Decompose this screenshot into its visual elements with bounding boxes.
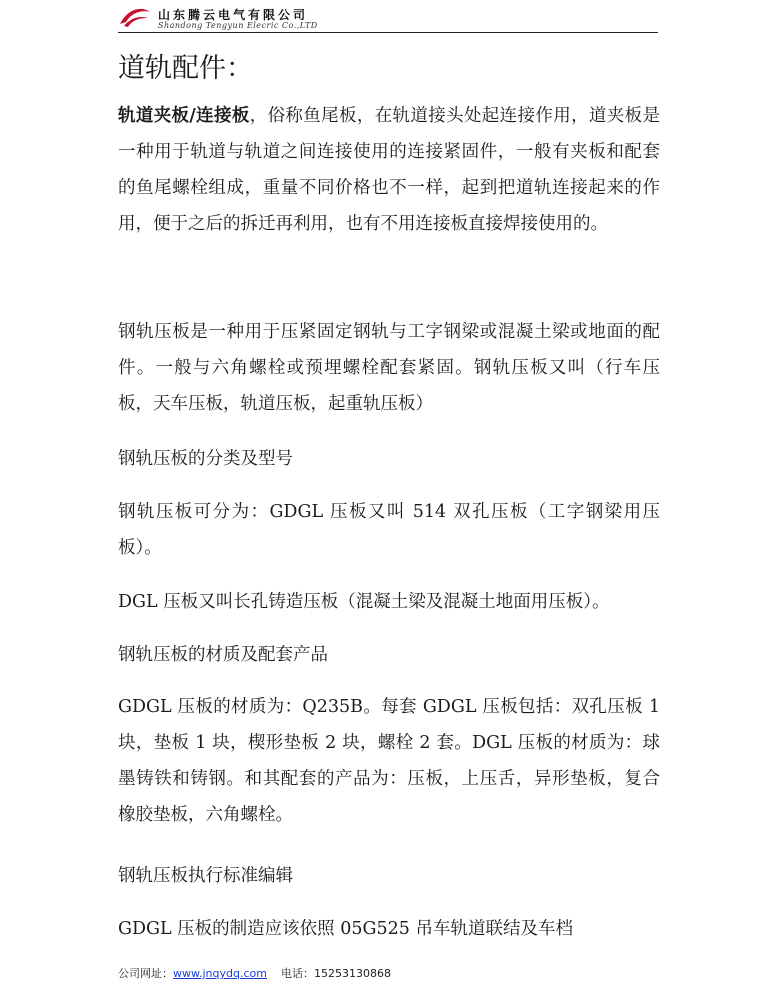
page-header [118, 4, 658, 32]
paragraph-text: ，俗称鱼尾板，在轨道接头处起连接作用，道夹板是一种用于轨道与轨道之间连接使用的连接紧固件，一般有夹板和配套的鱼尾螺栓组成，重量不同价格也不一样，起到把道轨连接起来的作用，便于之后的拆迁再利用，也有不用连接板直接焊接使用的。 [118, 106, 660, 234]
company-name-cn: 山东腾云电气有限公司 [158, 8, 309, 22]
phone-number: 15253130868 [313, 967, 391, 980]
paragraph-dgl: DGL 压板又叫长孔铸造压板（混凝土梁及混凝土地面用压板）。 [118, 592, 610, 612]
paragraph-standards: GDGL 压板的制造应该依照 05G525 吊车轨道联结及车档 [118, 919, 573, 939]
section-heading-materials: 钢轨压板的材质及配套产品 [118, 645, 328, 665]
phone-label: 电话： [280, 967, 314, 980]
company-logo-icon [118, 4, 152, 30]
header-divider [118, 32, 658, 33]
site-link[interactable]: www.jnqydq.com [173, 967, 267, 980]
company-name-en: Shandong Tengyun Elecric Co.,LTD [158, 21, 318, 30]
page-title: 道轨配件： [118, 53, 253, 84]
section-heading-standards: 钢轨压板执行标准编辑 [118, 866, 293, 886]
section-heading-types: 钢轨压板的分类及型号 [118, 449, 293, 469]
paragraph-rail-joint-plate [118, 98, 660, 242]
paragraph-types: 钢轨压板可分为：GDGL 压板又叫 514 双孔压板（工字钢梁用压板）。 [118, 502, 660, 558]
site-label: 公司网址： [118, 967, 173, 980]
page-footer [118, 965, 391, 981]
term-rail-joint-plate: 轨道夹板/连接板 [118, 106, 250, 126]
paragraph-rail-clamp-intro: 钢轨压板是一种用于压紧固定钢轨与工字钢梁或混凝土梁或地面的配件。一般与六角螺栓或预埋螺栓配套紧固。钢轨压板又叫（行车压板，天车压板，轨道压板，起重轨压板） [118, 322, 660, 414]
paragraph-materials: GDGL 压板的材质为：Q235B。每套 GDGL 压板包括：双孔压板 1 块，垫板 1 块，楔形垫板 2 块，螺栓 2 套。DGL 压板的材质为：球墨铸铁和铸钢。和其配套的产品为：压板，上压舌，异形垫板，复合橡胶垫板，六角螺栓。 [118, 697, 660, 825]
